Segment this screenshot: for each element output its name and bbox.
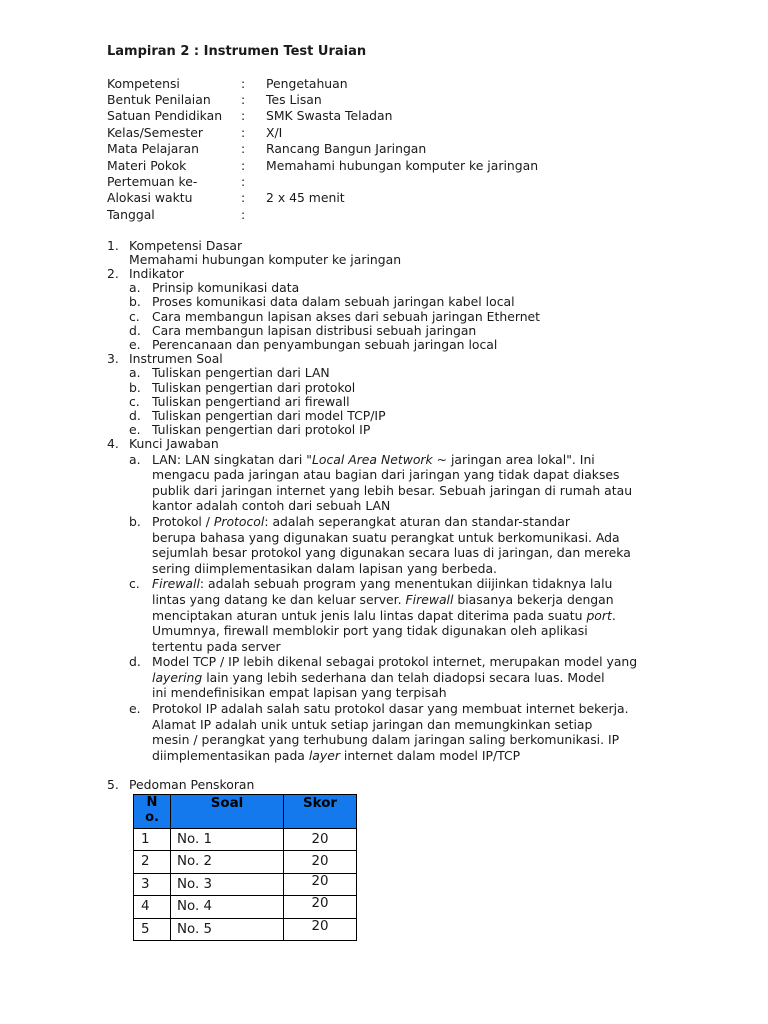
meta-label-mata-pelajaran: Mata Pelajaran [107, 141, 199, 157]
list-item [129, 409, 707, 423]
list-text: Tuliskan pengertian dari LAN [152, 365, 330, 381]
table-row [134, 851, 357, 874]
cell-no: 4 [134, 896, 171, 919]
section-title: Kunci Jawaban [129, 436, 219, 452]
section-kompetensi-dasar [107, 239, 707, 267]
answer-line: Model TCP / IP lebih dikenal sebagai protokol internet, merupakan model yang [152, 654, 638, 670]
header-no-line2: o. [145, 809, 159, 825]
cell-soal: No. 3 [171, 873, 284, 896]
cell-skor: 20 [284, 896, 357, 919]
answer-line: Alamat IP adalah unik untuk setiap jaringan dan memungkinkan setiap [152, 716, 593, 732]
list-item [129, 281, 707, 295]
meta-separator: : [241, 173, 246, 189]
list-letter: d. [129, 654, 141, 670]
document-page [107, 44, 707, 941]
section-number: 2. [107, 265, 119, 281]
list-letter: c. [129, 393, 140, 409]
meta-separator: : [241, 75, 246, 91]
list-item [129, 395, 707, 409]
answer-line: mengacu pada jaringan atau bagian dari jaringan yang tidak dapat diakses [152, 467, 620, 483]
section-pedoman-penskoran [107, 778, 707, 941]
list-text: Tuliskan pengertiand ari firewall [152, 393, 350, 409]
answer-text: diimplementasikan pada [152, 747, 309, 763]
section-number: 3. [107, 351, 119, 367]
answer-italic: Local Area Network [311, 451, 433, 467]
list-letter: a. [129, 451, 141, 467]
answer-line: sering diimplementasikan dalam lapisan yang berbeda. [152, 560, 497, 576]
meta-label-alokasi-waktu: Alokasi waktu [107, 190, 193, 206]
section-title: Kompetensi Dasar [129, 237, 243, 253]
table-row [134, 918, 357, 941]
meta-separator: : [241, 157, 246, 173]
meta-label-tanggal: Tanggal [107, 206, 155, 222]
answer-italic: port [586, 607, 612, 623]
meta-label-satuan-pendidikan: Satuan Pendidikan [107, 108, 223, 124]
answer-item-c [129, 576, 707, 654]
list-letter: b. [129, 513, 141, 529]
answer-line: publik dari jaringan internet yang lebih besar. Sebuah jaringan di rumah atau [152, 482, 633, 498]
meta-label-kelas-semester: Kelas/Semester [107, 124, 204, 140]
list-letter: b. [129, 379, 141, 395]
meta-separator: : [241, 141, 246, 157]
answer-text: lain yang lebih sederhana dan telah diadopsi secara luas. Model [202, 669, 605, 685]
list-text: Tuliskan pengertian dari protokol IP [152, 422, 371, 438]
list-item [129, 338, 707, 352]
meta-value-alokasi-waktu: 2 x 45 menit [266, 190, 345, 206]
section-indikator [107, 267, 707, 352]
answer-text: lintas yang datang ke dan keluar server. [152, 591, 406, 607]
cell-soal: No. 5 [171, 918, 284, 941]
answer-line: berupa bahasa yang digunakan suatu perangkat untuk berkomunikasi. Ada [152, 529, 620, 545]
answer-line: Protokol IP adalah salah satu protokol dasar yang membuat internet bekerja. [152, 701, 629, 717]
answer-text: : adalah seperangkat aturan dan standar-standar [264, 513, 570, 529]
cell-skor: 20 [284, 918, 357, 941]
list-letter: c. [129, 308, 140, 324]
list-text: Cara membangun lapisan akses dari sebuah jaringan Ethernet [152, 308, 541, 324]
table-row [134, 873, 357, 896]
meta-label-pertemuan: Pertemuan ke- [107, 173, 198, 189]
section-instrumen-soal [107, 352, 707, 437]
list-letter: c. [129, 576, 140, 592]
section-number: 5. [107, 777, 119, 793]
meta-value-kompetensi: Pengetahuan [266, 75, 348, 91]
meta-info [107, 76, 707, 223]
answer-text: LAN: LAN singkatan dari " [152, 451, 312, 467]
list-item [129, 366, 707, 380]
list-letter: d. [129, 407, 141, 423]
answer-item-b [129, 514, 707, 576]
answer-line: mesin / perangkat yang terhubung dalam jaringan saling berkomunikasi. IP [152, 732, 620, 748]
list-item [129, 310, 707, 324]
cell-soal: No. 1 [171, 828, 284, 851]
table-row [134, 896, 357, 919]
meta-value-bentuk-penilaian: Tes Lisan [266, 91, 322, 107]
answer-italic: Protocol [213, 513, 265, 529]
header-soal: Soal [171, 794, 284, 828]
list-text: Proses komunikasi data dalam sebuah jaringan kabel local [152, 294, 515, 310]
meta-separator: : [241, 206, 246, 222]
meta-separator: : [241, 108, 246, 124]
answer-item-a [129, 452, 707, 514]
meta-separator: : [241, 124, 246, 140]
answer-item-e [129, 701, 707, 763]
meta-value-materi-pokok: Memahami hubungan komputer ke jaringan [266, 157, 539, 173]
answer-text: : adalah sebuah program yang menentukan diijinkan tidaknya lalu [199, 576, 613, 592]
answer-text: menciptakan aturan untuk jenis lalu lintas dapat diterima pada suatu [152, 607, 587, 623]
section-text: Memahami hubungan komputer ke jaringan [129, 251, 402, 267]
list-text: Perencanaan dan penyambungan sebuah jaringan local [152, 336, 498, 352]
answer-italic: layering [152, 669, 203, 685]
list-item [129, 423, 707, 437]
header-no-line1: N [146, 794, 158, 810]
scoring-table [133, 794, 357, 942]
meta-separator: : [241, 91, 246, 107]
table-header-row [134, 794, 357, 828]
section-kunci-jawaban [107, 437, 707, 763]
list-letter: a. [129, 280, 141, 296]
list-letter: d. [129, 322, 141, 338]
cell-soal: No. 4 [171, 896, 284, 919]
answer-text: ~ jaringan area lokal". Ini [432, 451, 595, 467]
meta-label-materi-pokok: Materi Pokok [107, 157, 187, 173]
section-title: Indikator [129, 265, 184, 281]
list-letter: e. [129, 422, 141, 438]
header-skor: Skor [284, 794, 357, 828]
list-text: Tuliskan pengertian dari model TCP/IP [152, 407, 386, 423]
list-text: Cara membangun lapisan distribusi sebuah jaringan [152, 322, 477, 338]
meta-value-kelas-semester: X/I [266, 124, 283, 140]
cell-no: 3 [134, 873, 171, 896]
answer-line: tertentu pada server [152, 638, 281, 654]
meta-label-kompetensi: Kompetensi [107, 75, 180, 91]
answer-text: Protokol / [152, 513, 214, 529]
answer-italic: Firewall [405, 591, 454, 607]
list-text: Prinsip komunikasi data [152, 280, 300, 296]
cell-skor: 20 [284, 851, 357, 874]
answer-line: sejumlah besar protokol yang digunakan secara luas di jaringan, dan mereka [152, 545, 631, 561]
answer-line: ini mendefinisikan empat lapisan yang terpisah [152, 685, 447, 701]
cell-soal: No. 2 [171, 851, 284, 874]
list-letter: e. [129, 336, 141, 352]
meta-value-pertemuan [266, 174, 707, 190]
meta-value-tanggal [266, 207, 707, 223]
cell-no: 5 [134, 918, 171, 941]
answer-text: biasanya bekerja dengan [453, 591, 614, 607]
answer-line: kantor adalah contoh dari sebuah LAN [152, 498, 391, 514]
list-text: Tuliskan pengertian dari protokol [152, 379, 356, 395]
table-row [134, 828, 357, 851]
cell-no: 2 [134, 851, 171, 874]
section-number: 1. [107, 237, 119, 253]
cell-no: 1 [134, 828, 171, 851]
list-item [129, 295, 707, 309]
list-letter: e. [129, 701, 141, 717]
list-letter: a. [129, 365, 141, 381]
cell-skor: 20 [284, 828, 357, 851]
meta-value-mata-pelajaran: Rancang Bangun Jaringan [266, 141, 427, 157]
meta-label-bentuk-penilaian: Bentuk Penilaian [107, 91, 211, 107]
answer-text: . [611, 607, 616, 623]
answer-italic: Firewall [152, 576, 200, 592]
answer-italic: layer [308, 747, 340, 763]
section-title: Pedoman Penskoran [129, 777, 255, 793]
meta-separator: : [241, 190, 246, 206]
meta-value-satuan-pendidikan: SMK Swasta Teladan [266, 108, 393, 124]
section-title: Instrumen Soal [129, 351, 223, 367]
answer-text: internet dalam model IP/TCP [339, 747, 521, 763]
list-item [129, 324, 707, 338]
list-letter: b. [129, 294, 141, 310]
answer-item-d [129, 654, 707, 701]
list-item [129, 381, 707, 395]
section-number: 4. [107, 436, 119, 452]
document-title: Lampiran 2 : Instrumen Test Uraian [107, 44, 367, 59]
answer-line: Umumnya, firewall memblokir port yang tidak digunakan oleh aplikasi [152, 623, 588, 639]
header-no [134, 794, 171, 828]
cell-skor: 20 [284, 873, 357, 896]
